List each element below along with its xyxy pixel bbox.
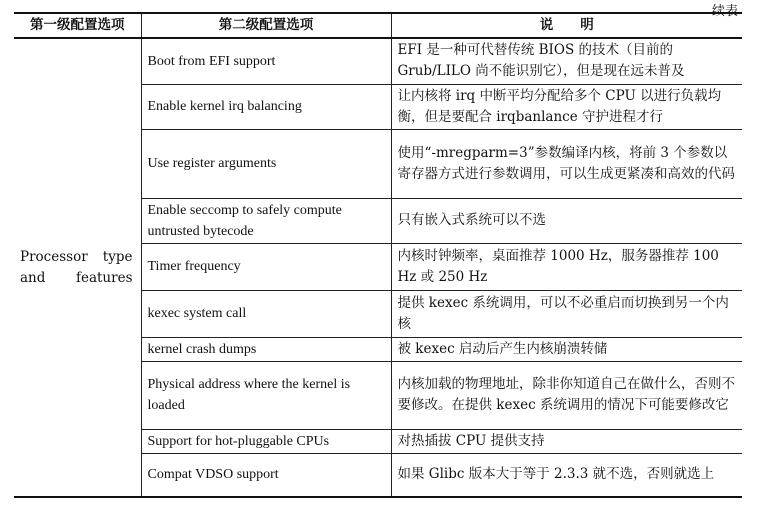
description-cell: 使用“-mregparm=3”参数编译内核，将前 3 个参数以寄存器方式进行参数调用，可以生成更紧凑和高效的代码 <box>391 129 742 198</box>
option-cell: Support for hot-pluggable CPUs <box>141 429 391 453</box>
description-cell: EFI 是一种可代替传统 BIOS 的技术（目前的 Grub/LILO 尚不能识别它），但是现在远未普及 <box>391 38 742 84</box>
config-table <box>14 12 742 498</box>
description-cell: 对热插拔 CPU 提供支持 <box>391 429 742 453</box>
header-level2: 第二级配置选项 <box>141 13 391 38</box>
option-cell: Timer frequency <box>141 243 391 290</box>
option-cell: Enable kernel irq balancing <box>141 84 391 129</box>
description-cell: 内核时钟频率，桌面推荐 1000 Hz，服务器推荐 100 Hz 或 250 Hz <box>391 243 742 290</box>
description-cell: 如果 Glibc 版本大于等于 2.3.3 就不选，否则就选上 <box>391 453 742 497</box>
description-cell: 提供 kexec 系统调用，可以不必重启而切换到另一个内核 <box>391 290 742 337</box>
description-cell: 内核加载的物理地址，除非你知道自己在做什么，否则不要修改。在提供 kexec 系统调用的情况下可能要修改它 <box>391 361 742 429</box>
table-row <box>14 38 742 84</box>
header-description: 说 明 <box>391 13 742 38</box>
option-cell: Enable seccomp to safely compute untrusted bytecode <box>141 198 391 243</box>
option-cell: kernel crash dumps <box>141 337 391 361</box>
description-cell: 让内核将 irq 中断平均分配给多个 CPU 以进行负载均衡，但是要配合 irqbanlance 守护进程才行 <box>391 84 742 129</box>
description-cell: 被 kexec 启动后产生内核崩溃转储 <box>391 337 742 361</box>
continued-label: 续表 <box>711 4 738 19</box>
option-cell: Physical address where the kernel is loaded <box>141 361 391 429</box>
description-cell: 只有嵌入式系统可以不选 <box>391 198 742 243</box>
option-cell: Boot from EFI support <box>141 38 391 84</box>
option-cell: Use register arguments <box>141 129 391 198</box>
option-cell: Compat VDSO support <box>141 453 391 497</box>
option-cell: kexec system call <box>141 290 391 337</box>
table-header-row <box>14 13 742 38</box>
header-level1: 第一级配置选项 <box>14 13 141 38</box>
category-cell: Processor type and features <box>14 38 141 497</box>
